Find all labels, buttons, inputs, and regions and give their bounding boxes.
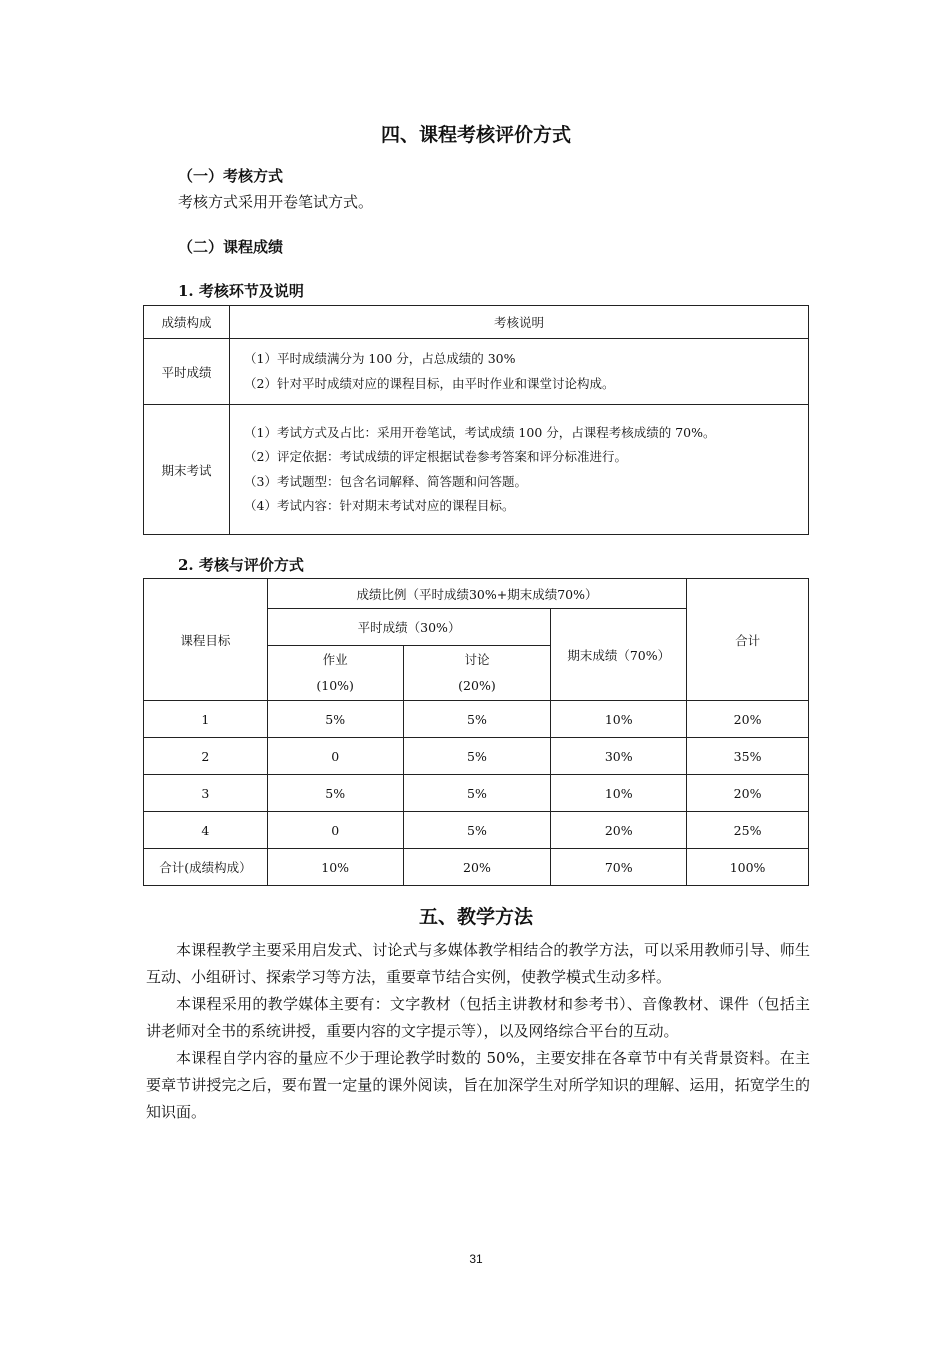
goal-cell: 4 (144, 812, 268, 849)
ratio-header: 成绩比例（平时成绩30%+期末成绩70%） (267, 579, 686, 609)
discussion-header (403, 646, 551, 701)
table1-row-label: 平时成绩 (144, 339, 230, 405)
table1-line: （3）考试题型：包含名词解释、简答题和问答题。 (244, 473, 527, 489)
paragraph: 本课程采用的教学媒体主要有：文字教材（包括主讲教材和参考书）、音像教材、课件（包括主讲老师对全书的系统讲授，重要内容的文字提示等），以及网络综合平台的互动。 (146, 995, 810, 1040)
section-5-title: 五、教学方法 (418, 906, 533, 928)
homework-cell: 5% (267, 775, 403, 812)
goal-cell: 3 (144, 775, 268, 812)
goal-cell: 合计(成绩构成） (144, 849, 268, 886)
total-cell: 20% (687, 775, 809, 812)
final-score-header: 期末成绩（70%） (551, 609, 687, 701)
table-row (144, 849, 809, 886)
goal-cell: 2 (144, 738, 268, 775)
goal-cell: 1 (144, 701, 268, 738)
discussion-cell: 5% (403, 812, 551, 849)
homework-percent: (10%) (316, 678, 354, 693)
table1-line: （2）评定依据：考试成绩的评定根据试卷参考答案和评分标准进行。 (244, 449, 627, 464)
subsection-2-heading: （二）课程成绩 (178, 238, 284, 256)
usual-score-header: 平时成绩（30%） (267, 609, 551, 646)
table1-line: （1）平时成绩满分为 100 分，占总成绩的 30% (244, 351, 516, 366)
grading-ratio-table (143, 578, 809, 886)
table1-row-content (230, 339, 809, 405)
item-2-heading: 2. 考核与评价方式 (178, 556, 304, 574)
final-cell: 70% (551, 849, 687, 886)
table1-line: （2）针对平时成绩对应的课程目标，由平时作业和课堂讨论构成。 (244, 375, 615, 391)
assessment-description-table (143, 305, 809, 535)
total-cell: 100% (687, 849, 809, 886)
discussion-percent: (20%) (458, 678, 496, 693)
homework-cell: 10% (267, 849, 403, 886)
paragraph: 本课程教学主要采用启发式、讨论式与多媒体教学相结合的教学方法，可以采用教师引导、师生互动、小组研讨、探索学习等方法，重要章节结合实例，使教学模式生动多样。 (146, 941, 810, 986)
discussion-cell: 5% (403, 738, 551, 775)
total-header: 合计 (687, 579, 809, 701)
table1-header-cell: 考核说明 (230, 306, 809, 339)
table1-line: （1）考试方式及占比：采用开卷笔试，考试成绩 100 分，占课程考核成绩的 70%。 (244, 424, 716, 440)
table1-row-content (230, 405, 809, 535)
final-cell: 30% (551, 738, 687, 775)
teaching-method-text (146, 937, 810, 1126)
goal-header: 课程目标 (144, 579, 268, 701)
homework-label: 作业 (322, 652, 348, 667)
discussion-cell: 5% (403, 775, 551, 812)
discussion-cell: 5% (403, 701, 551, 738)
table-row (144, 775, 809, 812)
assessment-method-text: 考核方式采用开卷笔试方式。 (178, 193, 374, 211)
total-cell: 35% (687, 738, 809, 775)
subsection-1-heading: （一）考核方式 (178, 167, 284, 185)
homework-header (267, 646, 403, 701)
homework-cell: 0 (267, 738, 403, 775)
table1-line: （4）考试内容：针对期末考试对应的课程目标。 (244, 498, 515, 513)
homework-cell: 5% (267, 701, 403, 738)
table1-row-label: 期末考试 (144, 405, 230, 535)
section-4-title: 四、课程考核评价方式 (380, 124, 571, 146)
table-row (144, 812, 809, 849)
total-cell: 25% (687, 812, 809, 849)
paragraph: 本课程自学内容的量应不少于理论教学时数的 50%，主要安排在各章节中有关背景资料。在主要章节讲授完之后，要布置一定量的课外阅读，旨在加深学生对所学知识的理解、运用，拓宽学生的知识面。 (146, 1049, 810, 1121)
final-cell: 10% (551, 775, 687, 812)
total-cell: 20% (687, 701, 809, 738)
final-cell: 20% (551, 812, 687, 849)
discussion-cell: 20% (403, 849, 551, 886)
table-row (144, 738, 809, 775)
page-number: 31 (469, 1252, 483, 1266)
discussion-label: 讨论 (464, 652, 490, 667)
table1-header-cell: 成绩构成 (144, 306, 230, 339)
table-row (144, 701, 809, 738)
homework-cell: 0 (267, 812, 403, 849)
item-1-heading: 1. 考核环节及说明 (178, 282, 304, 300)
final-cell: 10% (551, 701, 687, 738)
